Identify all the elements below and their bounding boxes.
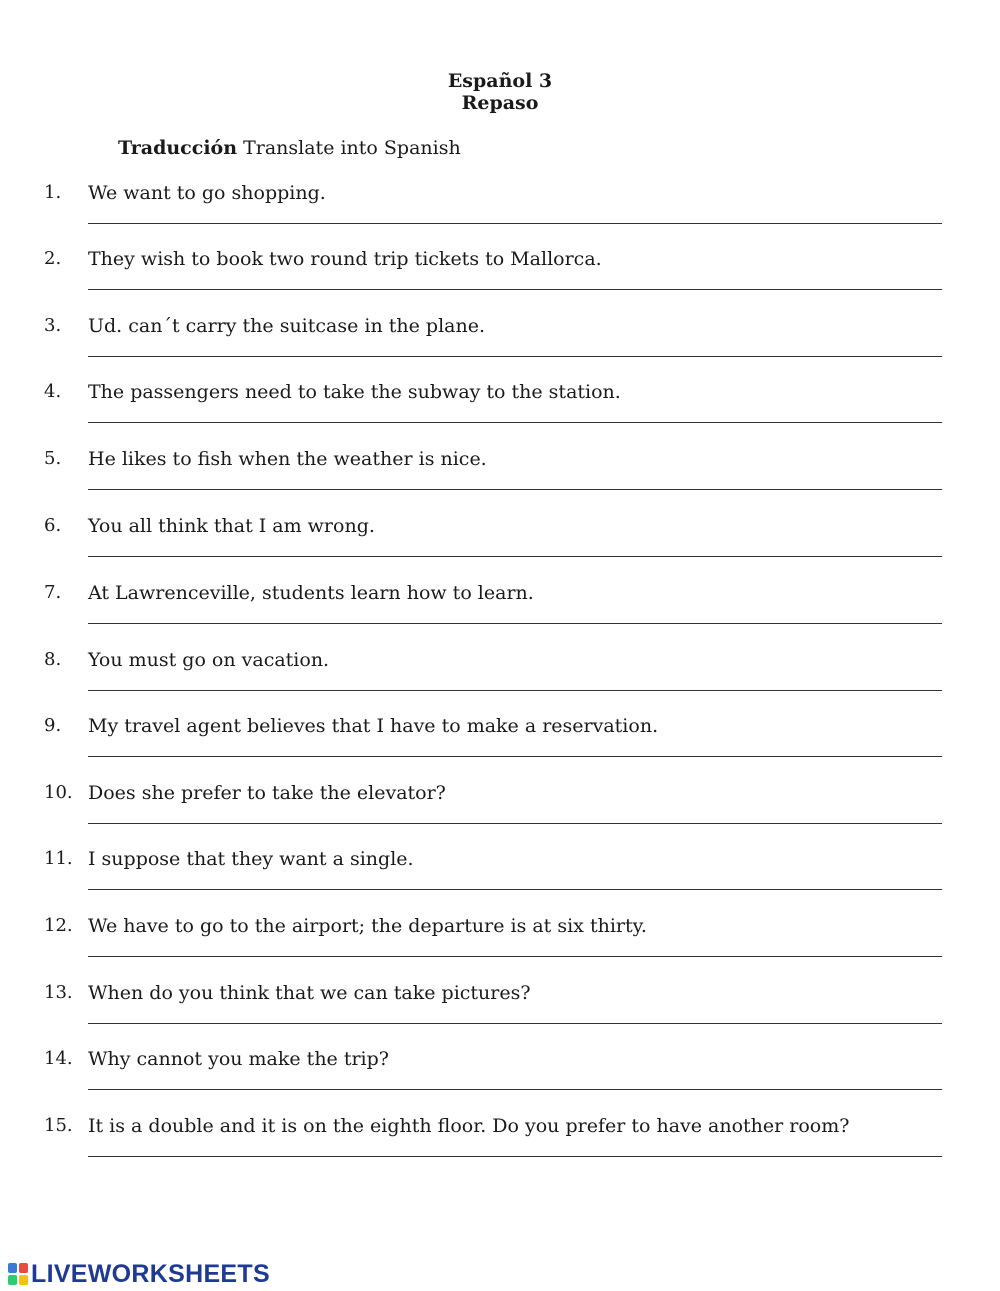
exercise-item xyxy=(0,1114,1000,1180)
exercise-item xyxy=(0,847,1000,913)
item-number: 8. xyxy=(44,649,62,670)
item-sentence: You all think that I am wrong. xyxy=(88,515,375,537)
exercise-item xyxy=(0,781,1000,847)
exercise-item xyxy=(0,648,1000,714)
exercise-item xyxy=(0,314,1000,380)
answer-line[interactable] xyxy=(88,623,942,624)
item-sentence: We have to go to the airport; the departure is at six thirty. xyxy=(88,915,647,937)
liveworksheets-logo-icon xyxy=(8,1263,28,1285)
liveworksheets-logo[interactable] xyxy=(8,1260,270,1288)
page-subtitle: Repaso xyxy=(461,92,539,114)
page-title: Español 3 xyxy=(447,70,553,92)
exercise-item xyxy=(0,514,1000,580)
item-sentence: The passengers need to take the subway to the station. xyxy=(88,381,621,403)
item-number: 14. xyxy=(44,1048,73,1069)
exercise-item xyxy=(0,1047,1000,1113)
item-number: 11. xyxy=(44,848,73,869)
item-number: 6. xyxy=(44,515,62,536)
exercise-item xyxy=(0,981,1000,1047)
answer-line[interactable] xyxy=(88,956,942,957)
item-number: 9. xyxy=(44,715,62,736)
item-sentence: My travel agent believes that I have to make a reservation. xyxy=(88,715,659,737)
item-number: 2. xyxy=(44,248,62,269)
item-sentence: When do you think that we can take pictures? xyxy=(88,982,531,1004)
item-sentence: At Lawrenceville, students learn how to learn. xyxy=(88,582,534,604)
item-sentence: Ud. can´t carry the suitcase in the plane. xyxy=(88,315,485,337)
exercise-item xyxy=(0,247,1000,313)
item-number: 7. xyxy=(44,582,62,603)
item-sentence: We want to go shopping. xyxy=(88,182,326,204)
item-sentence: It is a double and it is on the eighth floor. Do you prefer to have another room? xyxy=(88,1115,850,1137)
exercise-item xyxy=(0,714,1000,780)
logo-text: LIVEWORKSHEETS xyxy=(31,1259,270,1288)
exercise-item xyxy=(0,181,1000,247)
exercise-item xyxy=(0,914,1000,980)
item-sentence: They wish to book two round trip tickets to Mallorca. xyxy=(88,248,602,270)
answer-line[interactable] xyxy=(88,223,942,224)
instructions-text: Translate into Spanish xyxy=(243,137,461,159)
item-number: 5. xyxy=(44,448,62,469)
answer-line[interactable] xyxy=(88,556,942,557)
instructions-label: Traducción xyxy=(118,137,238,159)
item-number: 13. xyxy=(44,982,73,1003)
instructions xyxy=(118,136,461,160)
answer-line[interactable] xyxy=(88,756,942,757)
item-number: 10. xyxy=(44,782,73,803)
answer-line[interactable] xyxy=(88,1156,942,1157)
item-sentence: Why cannot you make the trip? xyxy=(88,1048,389,1070)
item-sentence: I suppose that they want a single. xyxy=(88,848,414,870)
exercise-item xyxy=(0,380,1000,446)
answer-line[interactable] xyxy=(88,289,942,290)
answer-line[interactable] xyxy=(88,422,942,423)
answer-line[interactable] xyxy=(88,1089,942,1090)
item-sentence: Does she prefer to take the elevator? xyxy=(88,782,446,804)
item-number: 3. xyxy=(44,315,62,336)
item-number: 4. xyxy=(44,381,62,402)
answer-line[interactable] xyxy=(88,823,942,824)
item-number: 15. xyxy=(44,1115,73,1136)
item-sentence: He likes to fish when the weather is nice. xyxy=(88,448,487,470)
exercise-item xyxy=(0,581,1000,647)
item-sentence: You must go on vacation. xyxy=(88,649,330,671)
answer-line[interactable] xyxy=(88,889,942,890)
answer-line[interactable] xyxy=(88,356,942,357)
answer-line[interactable] xyxy=(88,1023,942,1024)
item-number: 1. xyxy=(44,182,62,203)
answer-line[interactable] xyxy=(88,690,942,691)
answer-line[interactable] xyxy=(88,489,942,490)
item-number: 12. xyxy=(44,915,73,936)
exercise-item xyxy=(0,447,1000,513)
